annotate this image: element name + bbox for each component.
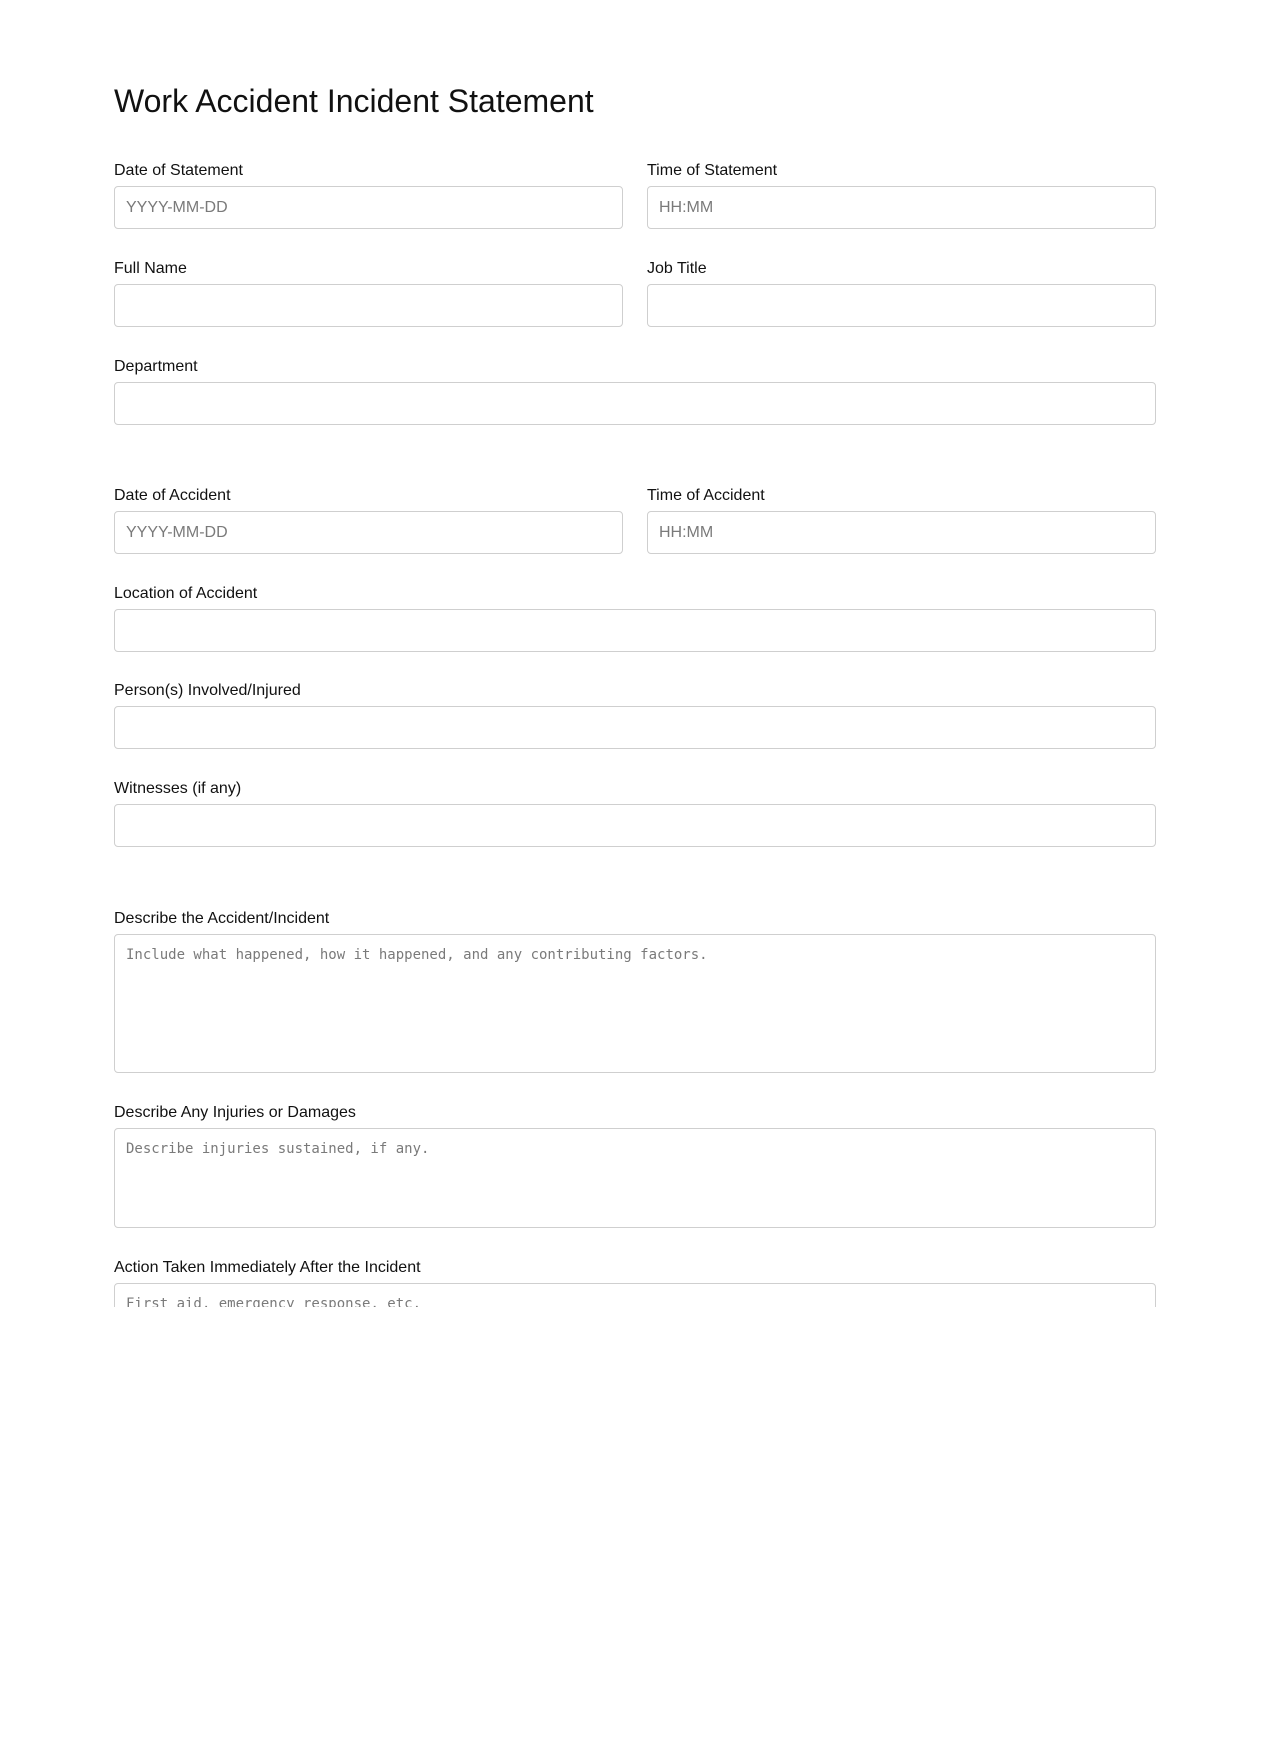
time-of-accident-label: Time of Accident bbox=[647, 487, 765, 504]
time-of-accident-group bbox=[647, 486, 1156, 554]
department-input[interactable] bbox=[114, 382, 1156, 425]
time-of-statement-label: Time of Statement bbox=[647, 162, 778, 179]
describe-accident-group bbox=[114, 909, 1156, 1073]
department-label: Department bbox=[114, 358, 198, 375]
time-of-accident-input[interactable] bbox=[647, 511, 1156, 554]
persons-involved-input[interactable] bbox=[114, 706, 1156, 749]
time-of-statement-group bbox=[647, 161, 1156, 229]
witnesses-input[interactable] bbox=[114, 804, 1156, 847]
job-title-label: Job Title bbox=[647, 260, 707, 277]
action-taken-label: Action Taken Immediately After the Incident bbox=[114, 1259, 421, 1276]
date-of-accident-group bbox=[114, 486, 623, 554]
job-title-input[interactable] bbox=[647, 284, 1156, 327]
witnesses-group bbox=[114, 779, 1156, 847]
describe-injuries-label: Describe Any Injuries or Damages bbox=[114, 1104, 356, 1121]
describe-accident-textarea[interactable] bbox=[114, 934, 1156, 1073]
action-taken-textarea[interactable] bbox=[114, 1283, 1156, 1307]
location-of-accident-input[interactable] bbox=[114, 609, 1156, 652]
persons-involved-label: Person(s) Involved/Injured bbox=[114, 682, 301, 699]
describe-injuries-group bbox=[114, 1103, 1156, 1228]
date-of-statement-label: Date of Statement bbox=[114, 162, 243, 179]
date-of-statement-group bbox=[114, 161, 623, 229]
witnesses-label: Witnesses (if any) bbox=[114, 780, 242, 797]
job-title-group bbox=[647, 259, 1156, 327]
full-name-group bbox=[114, 259, 623, 327]
full-name-label: Full Name bbox=[114, 260, 187, 277]
date-of-statement-input[interactable] bbox=[114, 186, 623, 229]
action-taken-group bbox=[114, 1258, 1156, 1307]
describe-accident-label: Describe the Accident/Incident bbox=[114, 910, 330, 927]
describe-injuries-textarea[interactable] bbox=[114, 1128, 1156, 1228]
location-of-accident-label: Location of Accident bbox=[114, 585, 258, 602]
location-of-accident-group bbox=[114, 584, 1156, 652]
date-of-accident-label: Date of Accident bbox=[114, 487, 231, 504]
form-title: Work Accident Incident Statement bbox=[114, 83, 594, 119]
full-name-input[interactable] bbox=[114, 284, 623, 327]
department-group bbox=[114, 357, 1156, 425]
date-of-accident-input[interactable] bbox=[114, 511, 623, 554]
persons-involved-group bbox=[114, 681, 1156, 749]
time-of-statement-input[interactable] bbox=[647, 186, 1156, 229]
